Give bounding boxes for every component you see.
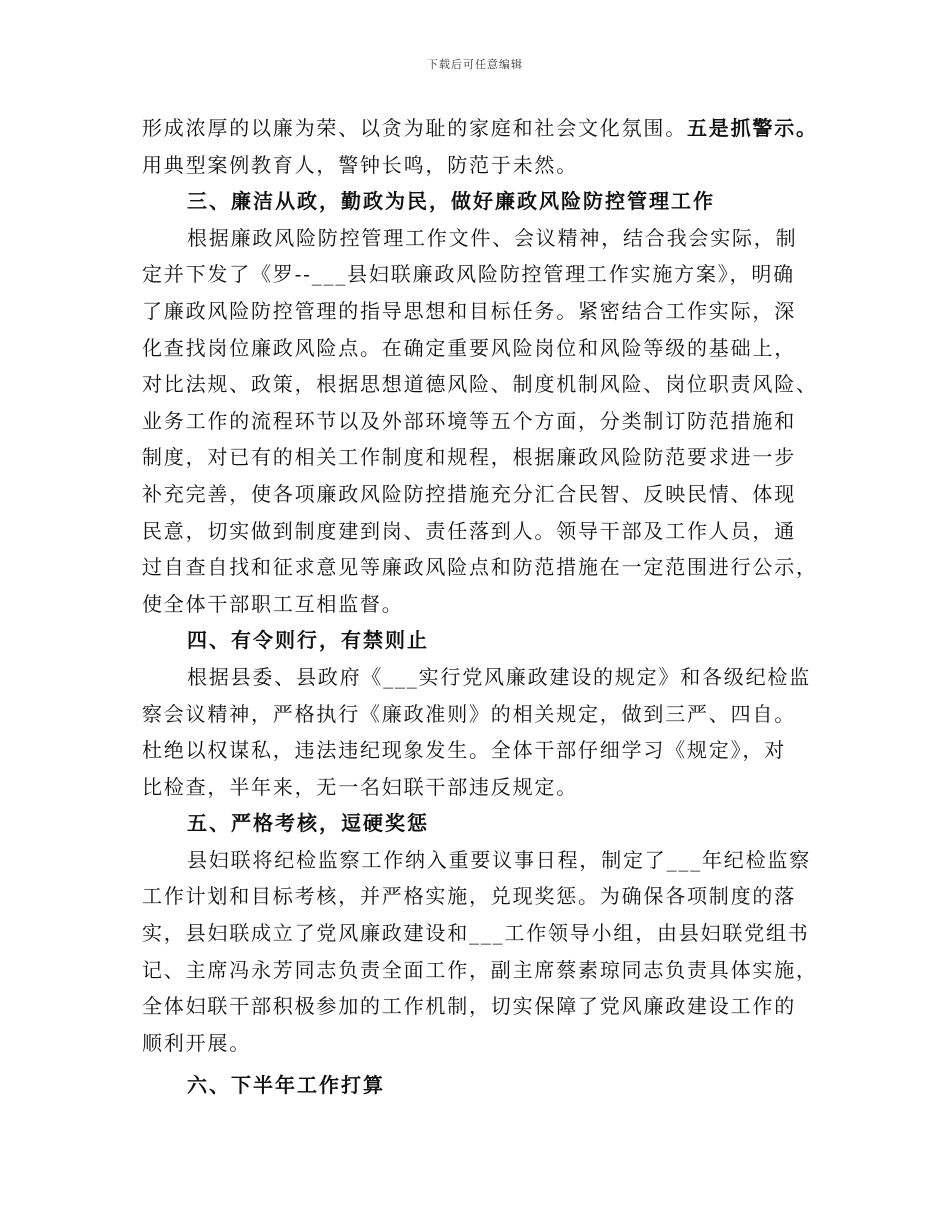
- paragraph-line: 定并下发了《罗--___县妇联廉政风险防控管理工作实施方案》，明确: [142, 262, 795, 287]
- paragraph-line: 工作计划和目标考核，并严格实施，兑现奖惩。为确保各项制度的落: [142, 884, 796, 909]
- paragraph-line: 业务工作的流程环节以及外部环境等五个方面，分类制订防范措施和: [142, 408, 796, 433]
- bold-text-run: 。: [796, 116, 818, 140]
- paragraph-line: 制度，对已有的相关工作制度和规程，根据廉政风险防范要求进一步: [142, 445, 796, 470]
- paragraph-line: 过自查自找和征求意见等廉政风险点和防范措施在一定范围进行公示，: [142, 555, 818, 580]
- paragraph-line: 化查找岗位廉政风险点。在确定重要风险岗位和风险等级的基础上，: [142, 335, 796, 360]
- paragraph-line: 杜绝以权谋私，违法违纪现象发生。全体干部仔细学习《规定》，对: [142, 738, 786, 763]
- text-run: 形成浓厚的以廉为荣、以贪为耻的家庭和社会文化氛围。: [142, 116, 687, 140]
- section-heading-3: 三、廉洁从政，勤政为民，做好廉政风险防控管理工作: [187, 189, 715, 214]
- paragraph-line: 全体妇联干部积极参加的工作机制，切实保障了党风廉政建设工作的: [142, 994, 796, 1019]
- paragraph-line: 顺利开展。: [142, 1030, 251, 1055]
- paragraph-line: 察会议精神，严格执行《廉政准则》的相关规定，做到三严、四自。: [142, 701, 796, 726]
- section-heading-4: 四、有令则行，有禁则止: [187, 628, 429, 653]
- bold-text-run: 五是抓警示: [687, 116, 796, 140]
- paragraph-line: 民意，切实做到制度建到岗、责任落到人。领导干部及工作人员，通: [142, 518, 796, 543]
- paragraph-line: 用典型案例教育人，警钟长鸣，防范于未然。: [142, 152, 578, 177]
- paragraph-line: 记、主席冯永芳同志负责全面工作，副主席蔡素琼同志负责具体实施，: [142, 957, 818, 982]
- paragraph-line: 县妇联将纪检监察工作纳入重要议事日程，制定了___年纪检监察: [187, 847, 811, 872]
- paragraph-line: 根据廉政风险防控管理工作文件、会议精神，结合我会实际，制: [187, 225, 798, 250]
- paragraph-line: 补充完善，使各项廉政风险防控措施充分汇合民智、反映民情、体现: [142, 481, 796, 506]
- paragraph-line: 根据县委、县政府《___实行党风廉政建设的规定》和各级纪检监: [187, 664, 811, 689]
- paragraph-line: [142, 110, 832, 147]
- paragraph-line: 实，县妇联成立了党风廉政建设和___工作领导小组，由县妇联党组书: [142, 921, 810, 946]
- section-heading-6: 六、下半年工作打算: [187, 1073, 385, 1098]
- page-header-note: 下载后可任意编辑: [427, 58, 523, 71]
- paragraph-line: 使全体干部职工互相监督。: [142, 591, 404, 616]
- paragraph-line: 比检查，半年来，无一名妇联干部违反规定。: [142, 774, 578, 799]
- paragraph-line: 对比法规、政策，根据思想道德风险、制度机制风险、岗位职责风险、: [142, 372, 818, 397]
- paragraph-line: 了廉政风险防控管理的指导思想和目标任务。紧密结合工作实际，深: [142, 298, 796, 323]
- document-body: [142, 110, 832, 1104]
- section-heading-5: 五、严格考核，逗硬奖惩: [187, 811, 429, 836]
